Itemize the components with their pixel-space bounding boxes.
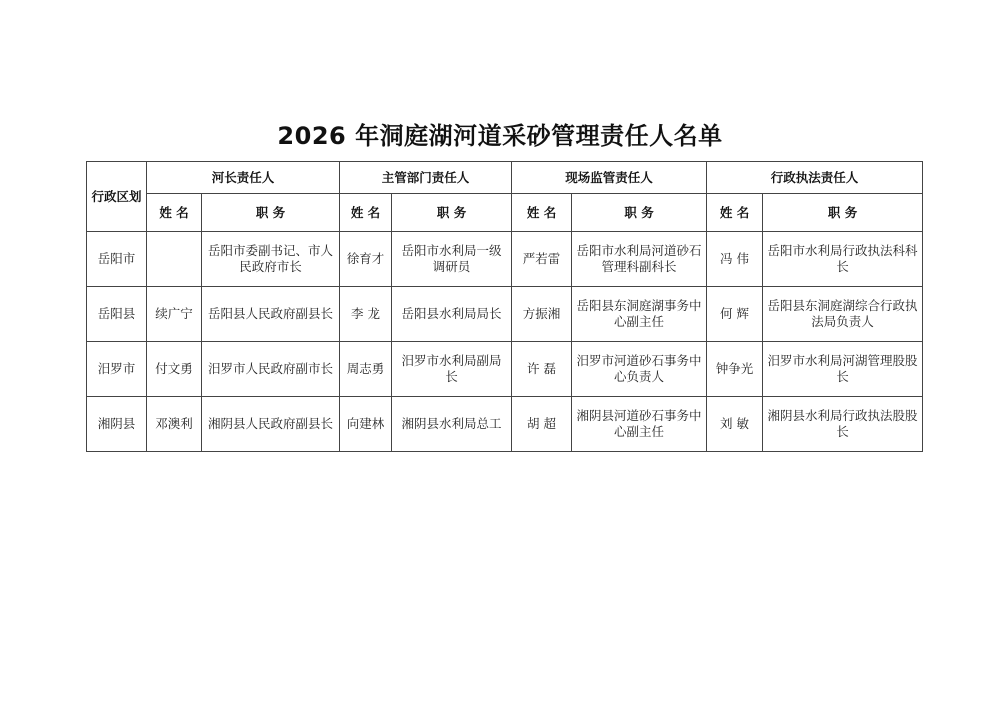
position-cell: 岳阳县水利局局长 (392, 287, 512, 342)
region-cell: 岳阳市 (87, 232, 147, 287)
header-group-department: 主管部门责任人 (340, 162, 512, 194)
position-cell: 汨罗市水利局河湖管理股股长 (763, 342, 923, 397)
header-position: 职 务 (572, 194, 707, 232)
header-position: 职 务 (763, 194, 923, 232)
table-row (87, 397, 923, 452)
position-cell: 湘阴县水利局总工 (392, 397, 512, 452)
header-group-river-chief: 河长责任人 (147, 162, 340, 194)
header-name: 姓 名 (512, 194, 572, 232)
name-cell: 何 辉 (707, 287, 763, 342)
name-cell: 续广宁 (147, 287, 202, 342)
name-cell: 周志勇 (340, 342, 392, 397)
name-cell: 冯 伟 (707, 232, 763, 287)
position-cell: 岳阳市水利局行政执法科科长 (763, 232, 923, 287)
responsibility-table (86, 161, 923, 452)
region-cell: 岳阳县 (87, 287, 147, 342)
name-cell: 许 磊 (512, 342, 572, 397)
name-cell: 李 龙 (340, 287, 392, 342)
position-cell: 岳阳市委副书记、市人民政府市长 (202, 232, 340, 287)
name-cell: 邓澳利 (147, 397, 202, 452)
region-cell: 湘阴县 (87, 397, 147, 452)
position-cell: 汨罗市人民政府副市长 (202, 342, 340, 397)
name-cell: 付文勇 (147, 342, 202, 397)
name-cell: 方振湘 (512, 287, 572, 342)
header-name: 姓 名 (340, 194, 392, 232)
header-name: 姓 名 (707, 194, 763, 232)
table-row (87, 342, 923, 397)
header-group-onsite: 现场监管责任人 (512, 162, 707, 194)
position-cell: 湘阴县河道砂石事务中心副主任 (572, 397, 707, 452)
position-cell: 岳阳市水利局河道砂石管理科副科长 (572, 232, 707, 287)
name-cell: 刘 敏 (707, 397, 763, 452)
header-row-fields (87, 194, 923, 232)
header-name: 姓 名 (147, 194, 202, 232)
table-row (87, 232, 923, 287)
header-position: 职 务 (392, 194, 512, 232)
header-row-groups (87, 162, 923, 194)
name-cell: 向建林 (340, 397, 392, 452)
header-position: 职 务 (202, 194, 340, 232)
position-cell: 岳阳县东洞庭湖综合行政执法局负责人 (763, 287, 923, 342)
name-cell: 徐育才 (340, 232, 392, 287)
position-cell: 汨罗市水利局副局长 (392, 342, 512, 397)
page-title: 2026 年洞庭湖河道采砂管理责任人名单 (277, 122, 723, 150)
position-cell: 岳阳县人民政府副县长 (202, 287, 340, 342)
name-cell (147, 232, 202, 287)
name-cell: 严若雷 (512, 232, 572, 287)
name-cell: 钟争光 (707, 342, 763, 397)
region-cell: 汨罗市 (87, 342, 147, 397)
position-cell: 湘阴县人民政府副县长 (202, 397, 340, 452)
position-cell: 汨罗市河道砂石事务中心负责人 (572, 342, 707, 397)
position-cell: 岳阳市水利局一级调研员 (392, 232, 512, 287)
position-cell: 湘阴县水利局行政执法股股长 (763, 397, 923, 452)
position-cell: 岳阳县东洞庭湖事务中心副主任 (572, 287, 707, 342)
name-cell: 胡 超 (512, 397, 572, 452)
header-region: 行政区划 (87, 162, 147, 232)
table-row (87, 287, 923, 342)
header-group-enforcement: 行政执法责任人 (707, 162, 923, 194)
